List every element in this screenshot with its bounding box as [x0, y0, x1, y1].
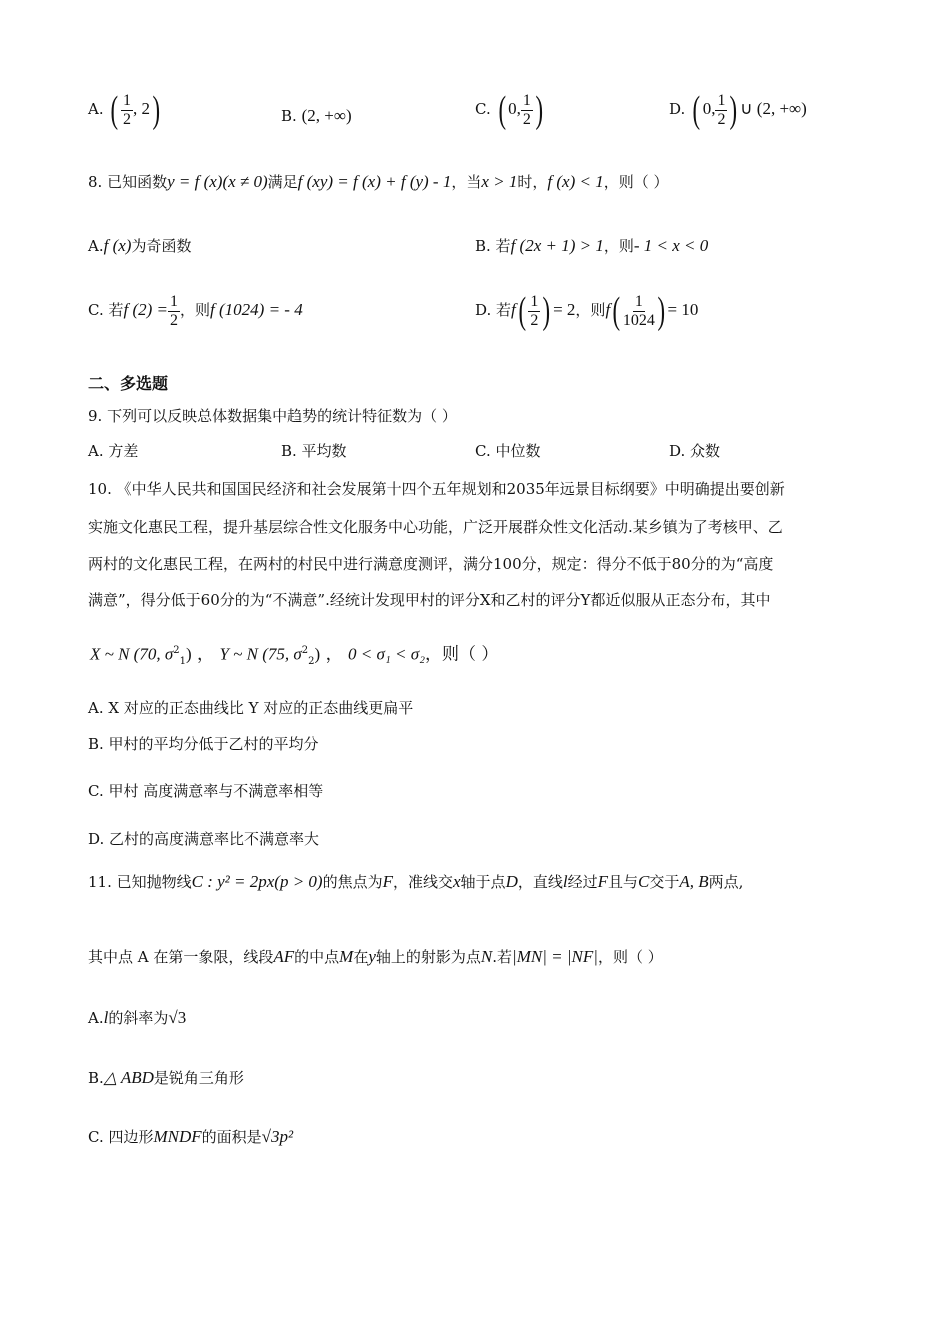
q11-option-b: B.△ ABD是锐角三角形	[88, 1068, 244, 1087]
q10-line-2: 实施文化惠民工程，提升基层综合性文化服务中心功能，广泛开展群众性文化活动.某乡镇为了考核甲、乙	[88, 518, 783, 536]
q9-option-a: A. 方差	[88, 442, 139, 460]
q9-option-c: C. 中位数	[475, 442, 541, 460]
q8-stem: 8. 已知函数y = f (x)(x ≠ 0)满足f (xy) = f (x) + f (y) - 1，当x > 1时，f (x) < 1，则（ ）	[88, 172, 669, 191]
q9-option-d: D. 众数	[669, 442, 721, 460]
q7-option-a: A. ( $\frac{1}{2}$ , 2)	[88, 89, 161, 131]
q9-stem: 9. 下列可以反映总体数据集中趋势的统计特征数为（ ）	[88, 407, 457, 425]
q8-option-a: A.f (x)为奇函数	[88, 236, 192, 255]
q7-option-b: B. (2, +∞)	[281, 106, 352, 125]
section-title: 二、多选题	[88, 374, 169, 393]
q7-option-c: C. ( 0, $\frac{1}{2}$ )	[475, 89, 544, 131]
q10-line-4: 满意”，得分低于60分的为“不满意”.经统计发现甲村的评分X和乙村的评分Y都近似服从正态分布，其中	[88, 591, 771, 609]
q7-option-d: D. ( 0, $\frac{1}{2}$ ) ∪ (2, +∞)	[669, 89, 807, 131]
q11-option-a: A.l的斜率为√3	[88, 1008, 187, 1027]
q10-line-1: 10. 《中华人民共和国国民经济和社会发展第十四个五年规划和2035年远景目标纲要》中明确提出要创新	[88, 480, 785, 498]
q10-line-3: 两村的文化惠民工程，在两村的村民中进行满意度测评，满分100分，规定：得分不低于80分的为“高度	[88, 555, 774, 573]
q10-distribution: X ~ N (70, $\sigma^2_1$) ， Y ~ N (75, $\sigma^2_2$) ， 0 < σ₁ < σ₂，则（ ）	[90, 644, 499, 668]
q9-option-b: B. 平均数	[281, 442, 347, 460]
q10-option-c: C. 甲村 高度满意率与不满意率相等	[88, 782, 324, 800]
q10-option-d: D. 乙村的高度满意率比不满意率大	[88, 830, 320, 848]
q11-line-2: 其中点 A 在第一象限，线段AF的中点M在y轴上的射影为点N.若|MN| = |NF|，则（ ）	[88, 947, 663, 966]
q8-option-d: D. 若f( $\frac{1}{2}$ ) = 2，则f( $\frac{1}{1024}$ ) = 10	[475, 290, 699, 332]
q8-option-b: B. 若f (2x + 1) > 1，则- 1 < x < 0	[475, 236, 709, 255]
q11-line-1: 11. 已知抛物线C : y² = 2px(p > 0)的焦点为F，准线交x轴于点D，直线l经过F且与C交于A, B两点,	[88, 872, 744, 891]
q11-option-c: C. 四边形MNDF的面积是√3p²	[88, 1127, 294, 1146]
q10-option-b: B. 甲村的平均分低于乙村的平均分	[88, 735, 319, 753]
q10-option-a: A. X 对应的正态曲线比 Y 对应的正态曲线更扁平	[88, 699, 414, 717]
q8-option-c: C. 若f (2) = $\frac{1}{2}$ ，则f (1024) = - 4	[88, 292, 303, 329]
